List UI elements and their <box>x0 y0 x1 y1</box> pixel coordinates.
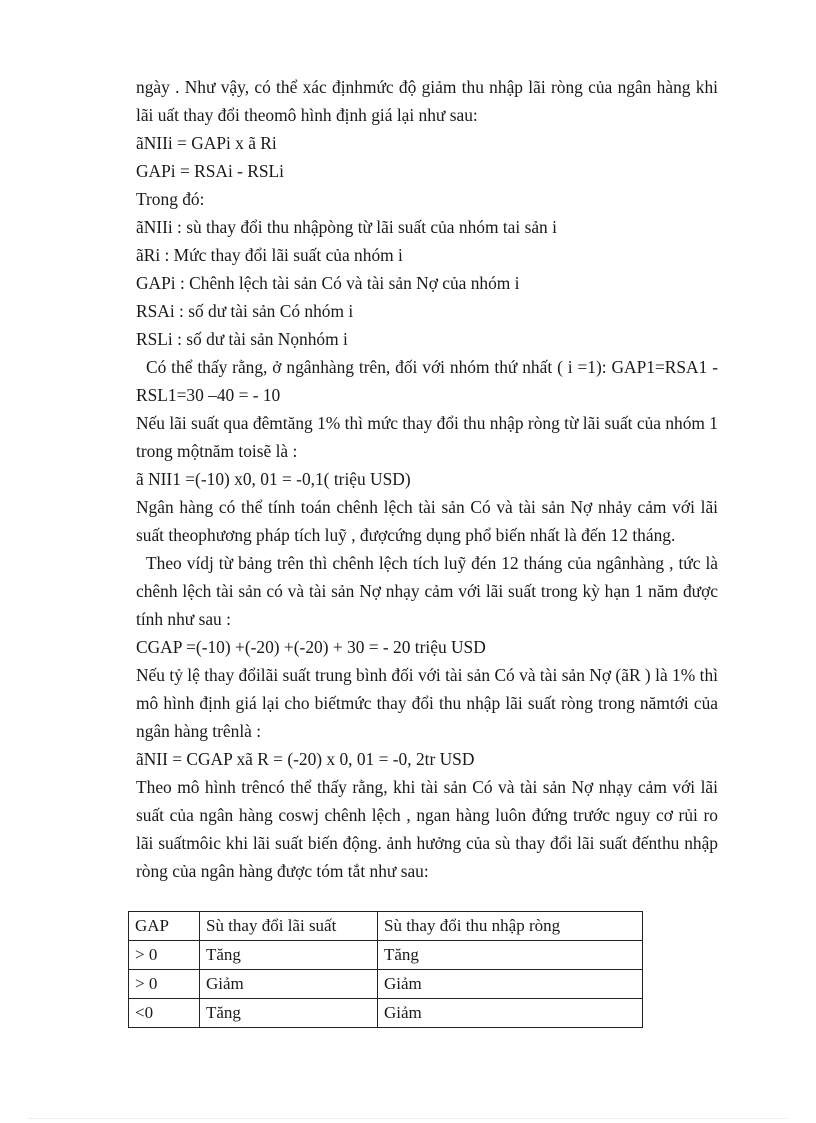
paragraph-conclusion: Theo mô hình trêncó thể thấy rằng, khi tài sản Có và tài sản Nợ nhạy cảm với lãi suất của ngân hàng coswj chênh lệch , ngan hàng luôn đứng trước nguy cơ rủi ro lãi suấtmôic khi lãi suất biến động. ảnh hưởng của sù thay đổi lãi suất đếnthu nhập ròng của ngân hàng được tóm tắt như sau: <box>136 777 718 881</box>
page-bottom-divider <box>28 1118 788 1119</box>
formula-cgap: CGAP =(-10) +(-20) +(-20) + 30 = - 20 triệu USD <box>136 637 486 657</box>
definition-gap: GAPi : Chênh lệch tài sản Có và tài sản Nợ của nhóm i <box>136 273 520 293</box>
table-cell: Tăng <box>378 941 643 970</box>
definition-delta-r: ãRi : Mức thay đổi lãi suất của nhóm i <box>136 245 403 265</box>
paragraph-group-one: Có thể thấy rằng, ở ngânhàng trên, đối với nhóm thứ nhất ( i =1): GAP1=RSA1 - RSL1=30 –40 = - 10 <box>136 357 718 405</box>
gap-effect-table <box>128 911 643 1028</box>
formula-gap: GAPi = RSAi - RSLi <box>136 161 284 181</box>
definition-rsa: RSAi : số dư tài sản Có nhóm i <box>136 301 354 321</box>
table-cell: > 0 <box>129 941 200 970</box>
formula-delta-nii-cgap: ãNII = CGAP xã R = (-20) x 0, 01 = -0, 2tr USD <box>136 749 475 769</box>
table-cell: Tăng <box>200 941 378 970</box>
paragraph-repricing-model: Nếu tỷ lệ thay đổilãi suất trung bình đối với tài sản Có và tài sản Nợ (ãR ) là 1% thì mô hình định giá lại cho biếtmức thay đổi thu nhập lãi suất ròng trong nămtới của ngân hàng trênlà : <box>136 665 718 741</box>
table-cell: Giảm <box>378 999 643 1028</box>
document-body <box>136 73 718 885</box>
table-cell: Giảm <box>378 970 643 999</box>
definition-delta-nii: ãNIIi : sù thay đổi thu nhậpòng từ lãi suất của nhóm tai sản i <box>136 217 557 237</box>
formula-delta-nii: ãNIIi = GAPi x ã Ri <box>136 133 277 153</box>
label-where: Trong đó: <box>136 189 205 209</box>
table-row <box>129 941 643 970</box>
paragraph-intro: ngày . Như vậy, có thể xác địnhmức độ giảm thu nhập lãi ròng của ngân hàng khi lãi uất thay đổi theomô hình định giá lại như sau: <box>136 77 718 125</box>
table-header-income-change: Sù thay đổi thu nhập ròng <box>378 912 643 941</box>
table-header-row <box>129 912 643 941</box>
table-cell: Tăng <box>200 999 378 1028</box>
paragraph-cumulative-method: Ngân hàng có thể tính toán chênh lệch tài sản Có và tài sản Nợ nhảy cảm với lãi suất theophương pháp tích luỹ , đượcứng dụng phổ biến nhất là đến 12 tháng. <box>136 497 718 545</box>
table-row <box>129 999 643 1028</box>
table-cell: <0 <box>129 999 200 1028</box>
paragraph-overnight-rate: Nếu lãi suất qua đêmtăng 1% thì mức thay đổi thu nhập ròng từ lãi suất của nhóm 1 trong mộtnăm toisẽ là : <box>136 413 718 461</box>
formula-delta-nii1: ã NII1 =(-10) x0, 01 = -0,1( triệu USD) <box>136 469 411 489</box>
paragraph-example: Theo vídj từ bảng trên thì chênh lệch tích luỹ đén 12 tháng của ngânhàng , tức là chênh lệch tài sản có và tài sản Nợ nhạy cảm với lãi suất trong kỳ hạn 1 năm được tính như sau : <box>136 553 718 629</box>
table-row <box>129 970 643 999</box>
table-cell: Giảm <box>200 970 378 999</box>
table-header-gap: GAP <box>129 912 200 941</box>
table-cell: > 0 <box>129 970 200 999</box>
table-header-rate-change: Sù thay đổi lãi suất <box>200 912 378 941</box>
definition-rsl: RSLi : số dư tài sản Nọnhóm i <box>136 329 348 349</box>
